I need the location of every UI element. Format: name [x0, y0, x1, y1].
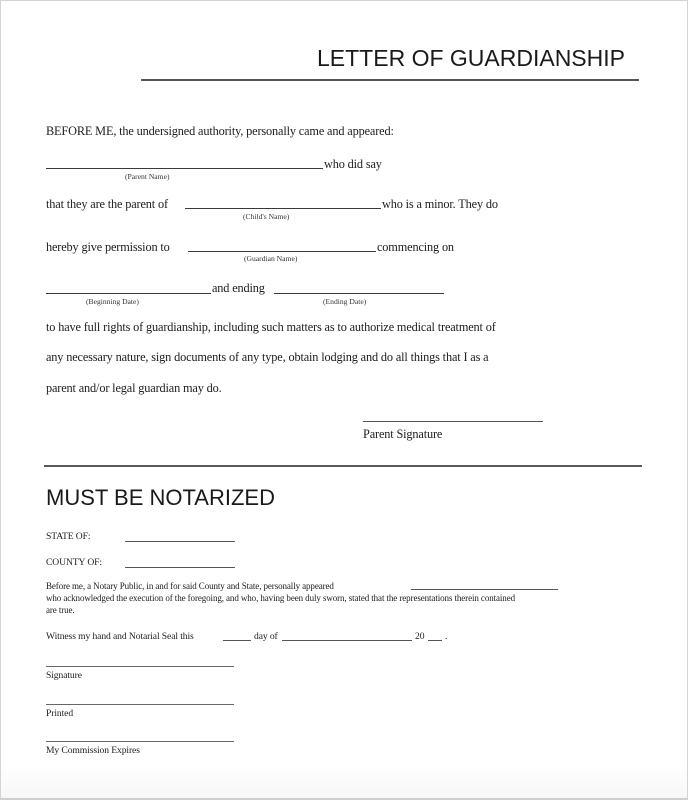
- witness-month-field[interactable]: [282, 640, 412, 641]
- minor-text: who is a minor. They do: [382, 197, 498, 211]
- witness-period: .: [445, 631, 448, 642]
- year-prefix-text: 20: [415, 631, 425, 642]
- notary-statement-line: Before me, a Notary Public, in and for said County and State, personally appeared: [46, 581, 334, 591]
- beginning-date-field[interactable]: [46, 293, 211, 294]
- witness-day-field[interactable]: [223, 640, 251, 641]
- commencing-text: commencing on: [377, 240, 454, 254]
- parent-signature-label: Parent Signature: [363, 427, 443, 441]
- who-did-say-text: who did say: [324, 157, 382, 171]
- state-label: STATE OF:: [46, 531, 91, 542]
- guardian-name-field[interactable]: [188, 251, 376, 252]
- parent-name-label: (Parent Name): [125, 172, 170, 181]
- paragraph-line: any necessary nature, sign documents of any type, obtain lodging and do all things that I as a: [46, 350, 489, 364]
- appeared-name-field[interactable]: [411, 589, 558, 590]
- state-field[interactable]: [125, 541, 235, 542]
- notary-statement-line: who acknowledged the execution of the foregoing, and who, having been duly sworn, stated that the representations therein contained: [46, 593, 516, 603]
- section-divider: [44, 465, 642, 467]
- child-name-field[interactable]: [185, 208, 381, 209]
- county-label: COUNTY OF:: [46, 557, 102, 568]
- title-underline: [141, 79, 639, 81]
- ending-date-label: (Ending Date): [323, 297, 367, 306]
- paragraph-line: to have full rights of guardianship, including such matters as to authorize medical treatment of: [46, 320, 496, 334]
- notary-signature-field[interactable]: [46, 666, 234, 667]
- and-ending-text: and ending: [212, 281, 265, 295]
- guardian-name-label: (Guardian Name): [244, 254, 298, 263]
- child-name-label: (Child's Name): [243, 212, 290, 221]
- parent-of-text: that they are the parent of: [46, 197, 168, 211]
- day-of-text: day of: [254, 631, 278, 642]
- notary-statement-line: are true.: [46, 605, 75, 615]
- notary-heading: MUST BE NOTARIZED: [46, 485, 275, 510]
- intro-text: BEFORE ME, the undersigned authority, personally came and appeared:: [46, 124, 394, 138]
- beginning-date-label: (Beginning Date): [86, 297, 139, 306]
- ending-date-field[interactable]: [274, 293, 444, 294]
- parent-signature-field[interactable]: [363, 421, 543, 422]
- permission-text: hereby give permission to: [46, 240, 170, 254]
- county-field[interactable]: [125, 567, 235, 568]
- paragraph-line: parent and/or legal guardian may do.: [46, 381, 222, 395]
- commission-label: My Commission Expires: [46, 745, 140, 756]
- signature-label: Signature: [46, 670, 82, 681]
- parent-name-field[interactable]: [46, 168, 323, 169]
- document-title: LETTER OF GUARDIANSHIP: [317, 45, 625, 71]
- witness-year-field[interactable]: [428, 640, 442, 641]
- commission-expires-field[interactable]: [46, 741, 234, 742]
- printed-label: Printed: [46, 708, 74, 719]
- printed-name-field[interactable]: [46, 704, 234, 705]
- witness-text: Witness my hand and Notarial Seal this: [46, 631, 194, 642]
